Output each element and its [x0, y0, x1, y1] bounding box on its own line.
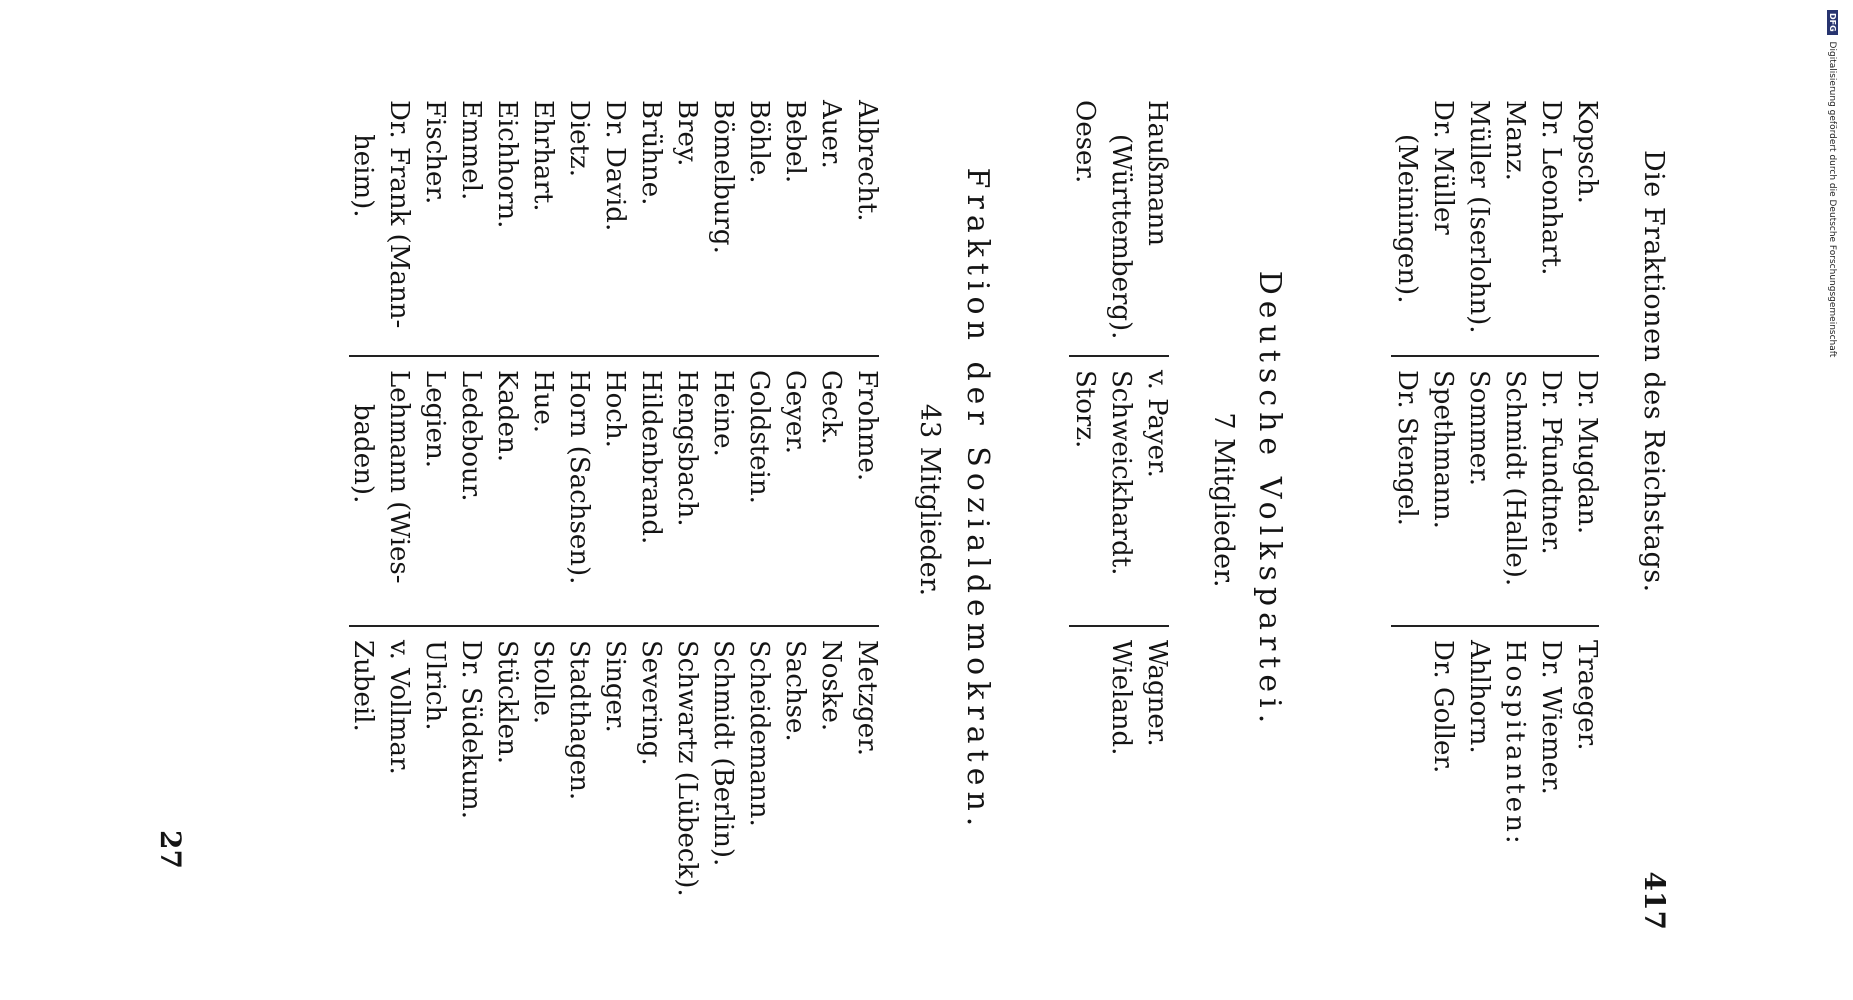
list-item: Dr. Müller [1428, 100, 1458, 235]
section-members-volkspartei: 7 Mitglieder. [1208, 412, 1239, 588]
list-item: Metzger. [852, 640, 882, 757]
list-item: Emmel. [456, 100, 486, 201]
list-item: Stadthagen. [564, 640, 594, 801]
list-item: Sommer. [1464, 370, 1494, 486]
section-volkspartei-list [1055, 10, 1175, 990]
list-item: Schwartz (Lübeck). [672, 640, 702, 897]
list-item: Dr. Mugdan. [1572, 370, 1602, 535]
list-item: Dr. Leonhart. [1536, 100, 1566, 276]
name-column-1 [1067, 100, 1175, 339]
column-divider [349, 355, 879, 357]
list-item: Schweickhardt. [1106, 370, 1136, 576]
list-item: Singer. [600, 640, 630, 733]
section-continuation-list [1365, 10, 1605, 990]
column-divider [1391, 625, 1599, 627]
list-item: Manz. [1500, 100, 1530, 181]
list-item: heim). [348, 134, 378, 218]
list-item: Zubeil. [348, 640, 378, 732]
digitization-credit [1827, 10, 1838, 510]
list-item: Horn (Sachsen). [564, 370, 594, 585]
name-column-2 [345, 370, 885, 584]
list-item: Brühne. [636, 100, 666, 206]
running-header [1625, 70, 1675, 930]
list-item: Stücklen. [492, 640, 522, 765]
list-item: Dietz. [564, 100, 594, 177]
page-number: 417 [1638, 871, 1671, 930]
list-item: Brey. [672, 100, 702, 167]
list-item: Wieland. [1106, 640, 1136, 756]
section-title-sozialdemokraten: Fraktion der Sozialdemokraten. [960, 167, 995, 833]
list-item: Ehrhart. [528, 100, 558, 212]
list-item: Haußmann [1142, 100, 1172, 246]
list-item: Dr. Wiemer. [1536, 640, 1566, 795]
list-item: v. Payer. [1142, 370, 1172, 478]
list-item: Fischer. [420, 100, 450, 205]
list-item: Dr. Südekum. [456, 640, 486, 819]
list-item: v. Vollmar. [384, 640, 414, 775]
list-item: Storz. [1070, 370, 1100, 449]
list-item: Bebel. [780, 100, 810, 184]
rotated-page-content [135, 10, 1735, 990]
column-divider [1069, 355, 1169, 357]
list-item: Scheidemann. [744, 640, 774, 827]
dfg-logo-icon: DFG [1827, 10, 1838, 35]
list-item: Lehmann (Wies- [384, 370, 414, 584]
list-item: Bömelburg. [708, 100, 738, 254]
list-item: Dr. Goller. [1428, 640, 1458, 774]
name-column-2 [1067, 370, 1175, 575]
name-column-3 [1103, 640, 1175, 755]
column-divider [1069, 625, 1169, 627]
list-item: Geck. [816, 370, 846, 445]
signature-mark: 27 [154, 830, 187, 869]
name-column-3 [345, 640, 885, 897]
name-column-2 [1389, 370, 1605, 586]
list-item: Wagner. [1142, 640, 1172, 747]
list-item: Goldstein. [744, 370, 774, 504]
list-item: Legien. [420, 370, 450, 469]
list-item: Schmidt (Halle). [1500, 370, 1530, 587]
running-title: Die Fraktionen des Reichstags. [1638, 150, 1669, 593]
list-item: Hildenbrand. [636, 370, 666, 545]
list-item: Ahlhorn. [1464, 640, 1494, 754]
list-item: (Meiningen). [1392, 134, 1422, 304]
section-title-volkspartei: Deutsche Volkspartei. [1252, 270, 1287, 730]
list-item: Kopsch. [1572, 100, 1602, 204]
column-divider [349, 625, 879, 627]
list-item: Heine. [708, 370, 738, 457]
list-item: baden). [348, 404, 378, 504]
list-item: Ledebour. [456, 370, 486, 502]
list-item: Dr. David. [600, 100, 630, 232]
list-item: Sachse. [780, 640, 810, 742]
name-column-1 [345, 100, 885, 328]
list-item: Eichhorn. [492, 100, 522, 229]
list-item: Traeger. [1572, 640, 1602, 751]
list-item: (Württemberg). [1106, 134, 1136, 340]
list-item: Hengsbach. [672, 370, 702, 527]
column-divider [1391, 355, 1599, 357]
list-item: Hue. [528, 370, 558, 434]
name-column-1 [1389, 100, 1605, 334]
list-item: Oeser. [1070, 100, 1100, 184]
list-item: Frohme. [852, 370, 882, 482]
digitization-credit-text: Digitalisierung gefördert durch die Deutsche Forschungsgemeinschaft [1827, 41, 1837, 358]
name-column-3 [1425, 640, 1605, 847]
list-item: Stolle. [528, 640, 558, 725]
list-item: Albrecht. [852, 100, 882, 222]
list-item: Hospitanten: [1500, 640, 1530, 847]
list-item: Auer. [816, 100, 846, 169]
list-item: Ulrich. [420, 640, 450, 731]
list-item: Schmidt (Berlin). [708, 640, 738, 867]
list-item: Spethmann. [1428, 370, 1458, 529]
section-members-sozialdemokraten: 43 Mitglieder. [914, 403, 945, 597]
list-item: Dr. Frank (Mann- [384, 100, 414, 329]
list-item: Dr. Pfundtner. [1536, 370, 1566, 555]
list-item: Geyer. [780, 370, 810, 455]
section-sozialdemokraten-list [325, 10, 885, 990]
list-item: Müller (Iserlohn). [1464, 100, 1494, 334]
list-item: Hoch. [600, 370, 630, 448]
list-item: Böhle. [744, 100, 774, 184]
list-item: Dr. Stengel. [1392, 370, 1422, 526]
list-item: Kaden. [492, 370, 522, 462]
list-item: Severing. [636, 640, 666, 766]
list-item: Noske. [816, 640, 846, 732]
